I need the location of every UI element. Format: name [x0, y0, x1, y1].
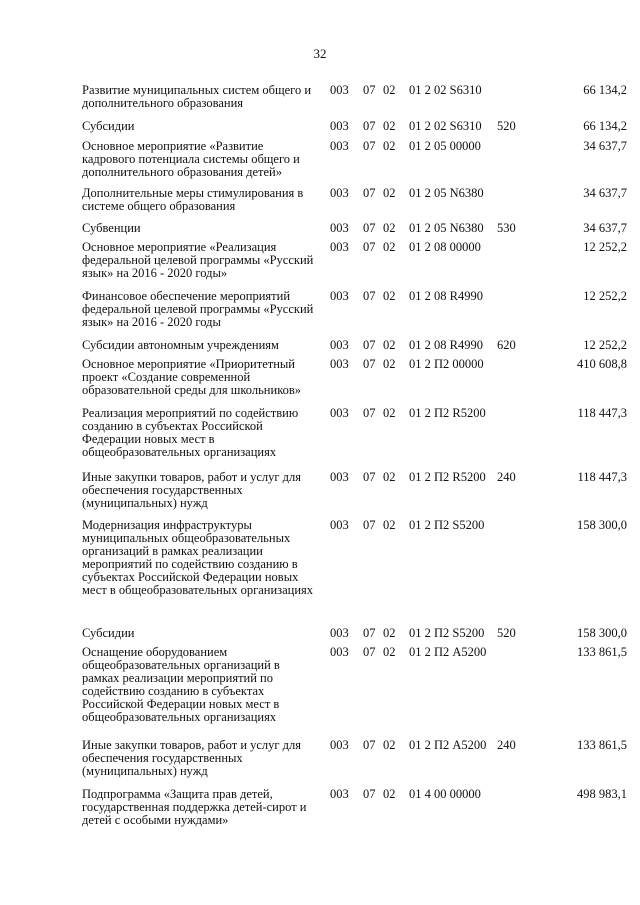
- row-target-article: 01 2 08 R4990: [409, 338, 483, 352]
- row-name: Субсидии: [82, 626, 135, 640]
- row-sum: 34 637,7: [583, 186, 627, 200]
- row-name: Подпрограмма «Защита прав детей, государственная поддержка детей-сирот и детей с особыми нуждами»: [82, 787, 307, 827]
- row-admin-code: 003: [330, 738, 349, 752]
- row-target-article: 01 2 П2 00000: [409, 357, 484, 371]
- row-section: 07: [363, 240, 376, 254]
- row-admin-code: 003: [330, 240, 349, 254]
- row-target-article: 01 2 05 00000: [409, 139, 481, 153]
- row-sum: 12 252,2: [583, 289, 627, 303]
- row-target-article: 01 2 П2 R5200: [409, 470, 486, 484]
- row-name: Субсидии: [82, 119, 135, 133]
- row-target-article: 01 2 П2 A5200: [409, 645, 487, 659]
- row-section: 07: [363, 289, 376, 303]
- row-subsection: 02: [383, 221, 396, 235]
- row-name: Оснащение оборудованием общеобразовательных организаций в рамках реализации мероприятий по содействию созданию в субъектах Российской Федерации новых мест в общеобразовательных организациях: [82, 645, 280, 724]
- row-subsection: 02: [383, 357, 396, 371]
- row-sum: 34 637,7: [583, 139, 627, 153]
- page-number: 32: [313, 46, 327, 61]
- row-section: 07: [363, 338, 376, 352]
- row-section: 07: [363, 738, 376, 752]
- row-section: 07: [363, 470, 376, 484]
- row-section: 07: [363, 645, 376, 659]
- row-name: Основное мероприятие «Приоритетный проект «Создание современной образовательной среды для школьников»: [82, 357, 302, 397]
- row-section: 07: [363, 787, 376, 801]
- row-name: Основное мероприятие «Развитие кадрового потенциала системы общего и дополнительного образования детей»: [82, 139, 300, 179]
- row-admin-code: 003: [330, 357, 349, 371]
- row-subsection: 02: [383, 83, 396, 97]
- row-admin-code: 003: [330, 119, 349, 133]
- row-admin-code: 003: [330, 406, 349, 420]
- row-admin-code: 003: [330, 470, 349, 484]
- row-section: 07: [363, 139, 376, 153]
- row-name: Финансовое обеспечение мероприятий федеральной целевой программы «Русский язык» на 2016 - 2020 годы: [82, 289, 314, 329]
- row-name: Субсидии автономным учреждениям: [82, 338, 279, 352]
- row-admin-code: 003: [330, 518, 349, 532]
- row-expense-type: 520: [497, 626, 516, 640]
- row-admin-code: 003: [330, 645, 349, 659]
- row-sum: 12 252,2: [583, 338, 627, 352]
- row-sum: 158 300,0: [577, 626, 627, 640]
- row-subsection: 02: [383, 518, 396, 532]
- row-sum: 133 861,5: [577, 645, 627, 659]
- row-target-article: 01 4 00 00000: [409, 787, 481, 801]
- row-sum: 118 447,3: [577, 470, 627, 484]
- row-sum: 133 861,5: [577, 738, 627, 752]
- row-section: 07: [363, 83, 376, 97]
- row-admin-code: 003: [330, 289, 349, 303]
- row-name: Развитие муниципальных систем общего и дополнительного образования: [82, 83, 312, 110]
- row-expense-type: 530: [497, 221, 516, 235]
- row-target-article: 01 2 П2 S5200: [409, 626, 485, 640]
- row-section: 07: [363, 186, 376, 200]
- row-target-article: 01 2 05 N6380: [409, 221, 484, 235]
- row-expense-type: 240: [497, 470, 516, 484]
- row-target-article: 01 2 П2 A5200: [409, 738, 487, 752]
- row-name: Дополнительные меры стимулирования в системе общего образования: [82, 186, 304, 213]
- row-target-article: 01 2 02 S6310: [409, 83, 482, 97]
- row-subsection: 02: [383, 738, 396, 752]
- row-sum: 66 134,2: [583, 119, 627, 133]
- row-subsection: 02: [383, 186, 396, 200]
- row-admin-code: 003: [330, 626, 349, 640]
- row-subsection: 02: [383, 645, 396, 659]
- row-subsection: 02: [383, 626, 396, 640]
- row-target-article: 01 2 02 S6310: [409, 119, 482, 133]
- row-section: 07: [363, 119, 376, 133]
- row-sum: 498 983,1: [577, 787, 627, 801]
- row-subsection: 02: [383, 787, 396, 801]
- row-admin-code: 003: [330, 221, 349, 235]
- row-section: 07: [363, 626, 376, 640]
- row-target-article: 01 2 05 N6380: [409, 186, 484, 200]
- row-admin-code: 003: [330, 338, 349, 352]
- row-target-article: 01 2 П2 R5200: [409, 406, 486, 420]
- row-section: 07: [363, 221, 376, 235]
- row-section: 07: [363, 357, 376, 371]
- row-subsection: 02: [383, 139, 396, 153]
- row-sum: 118 447,3: [577, 406, 627, 420]
- row-expense-type: 240: [497, 738, 516, 752]
- row-target-article: 01 2 П2 S5200: [409, 518, 485, 532]
- row-subsection: 02: [383, 406, 396, 420]
- row-admin-code: 003: [330, 186, 349, 200]
- row-admin-code: 003: [330, 787, 349, 801]
- row-expense-type: 620: [497, 338, 516, 352]
- row-name: Реализация мероприятий по содействию созданию в субъектах Российской Федерации новых мест в общеобразовательных организациях: [82, 406, 299, 459]
- row-subsection: 02: [383, 240, 396, 254]
- row-name: Субвенции: [82, 221, 141, 235]
- row-section: 07: [363, 518, 376, 532]
- row-section: 07: [363, 406, 376, 420]
- row-name: Основное мероприятие «Реализация федеральной целевой программы «Русский язык» на 2016 - 2020 годы»: [82, 240, 314, 280]
- row-subsection: 02: [383, 338, 396, 352]
- row-subsection: 02: [383, 119, 396, 133]
- row-target-article: 01 2 08 00000: [409, 240, 481, 254]
- row-sum: 12 252,2: [583, 240, 627, 254]
- row-subsection: 02: [383, 289, 396, 303]
- row-name: Иные закупки товаров, работ и услуг для обеспечения государственных (муниципальных) нужд: [82, 738, 302, 778]
- row-sum: 34 637,7: [583, 221, 627, 235]
- row-subsection: 02: [383, 470, 396, 484]
- row-sum: 410 608,8: [577, 357, 627, 371]
- row-admin-code: 003: [330, 139, 349, 153]
- row-expense-type: 520: [497, 119, 516, 133]
- row-target-article: 01 2 08 R4990: [409, 289, 483, 303]
- row-name: Модернизация инфраструктуры муниципальных общеобразовательных организаций в рамках реализации мероприятий по содействию созданию в субъектах Российской Федерации новых мест в общеобразовательных организациях: [82, 518, 314, 597]
- row-name: Иные закупки товаров, работ и услуг для обеспечения государственных (муниципальных) нужд: [82, 470, 302, 510]
- row-sum: 158 300,0: [577, 518, 627, 532]
- row-admin-code: 003: [330, 83, 349, 97]
- row-sum: 66 134,2: [583, 83, 627, 97]
